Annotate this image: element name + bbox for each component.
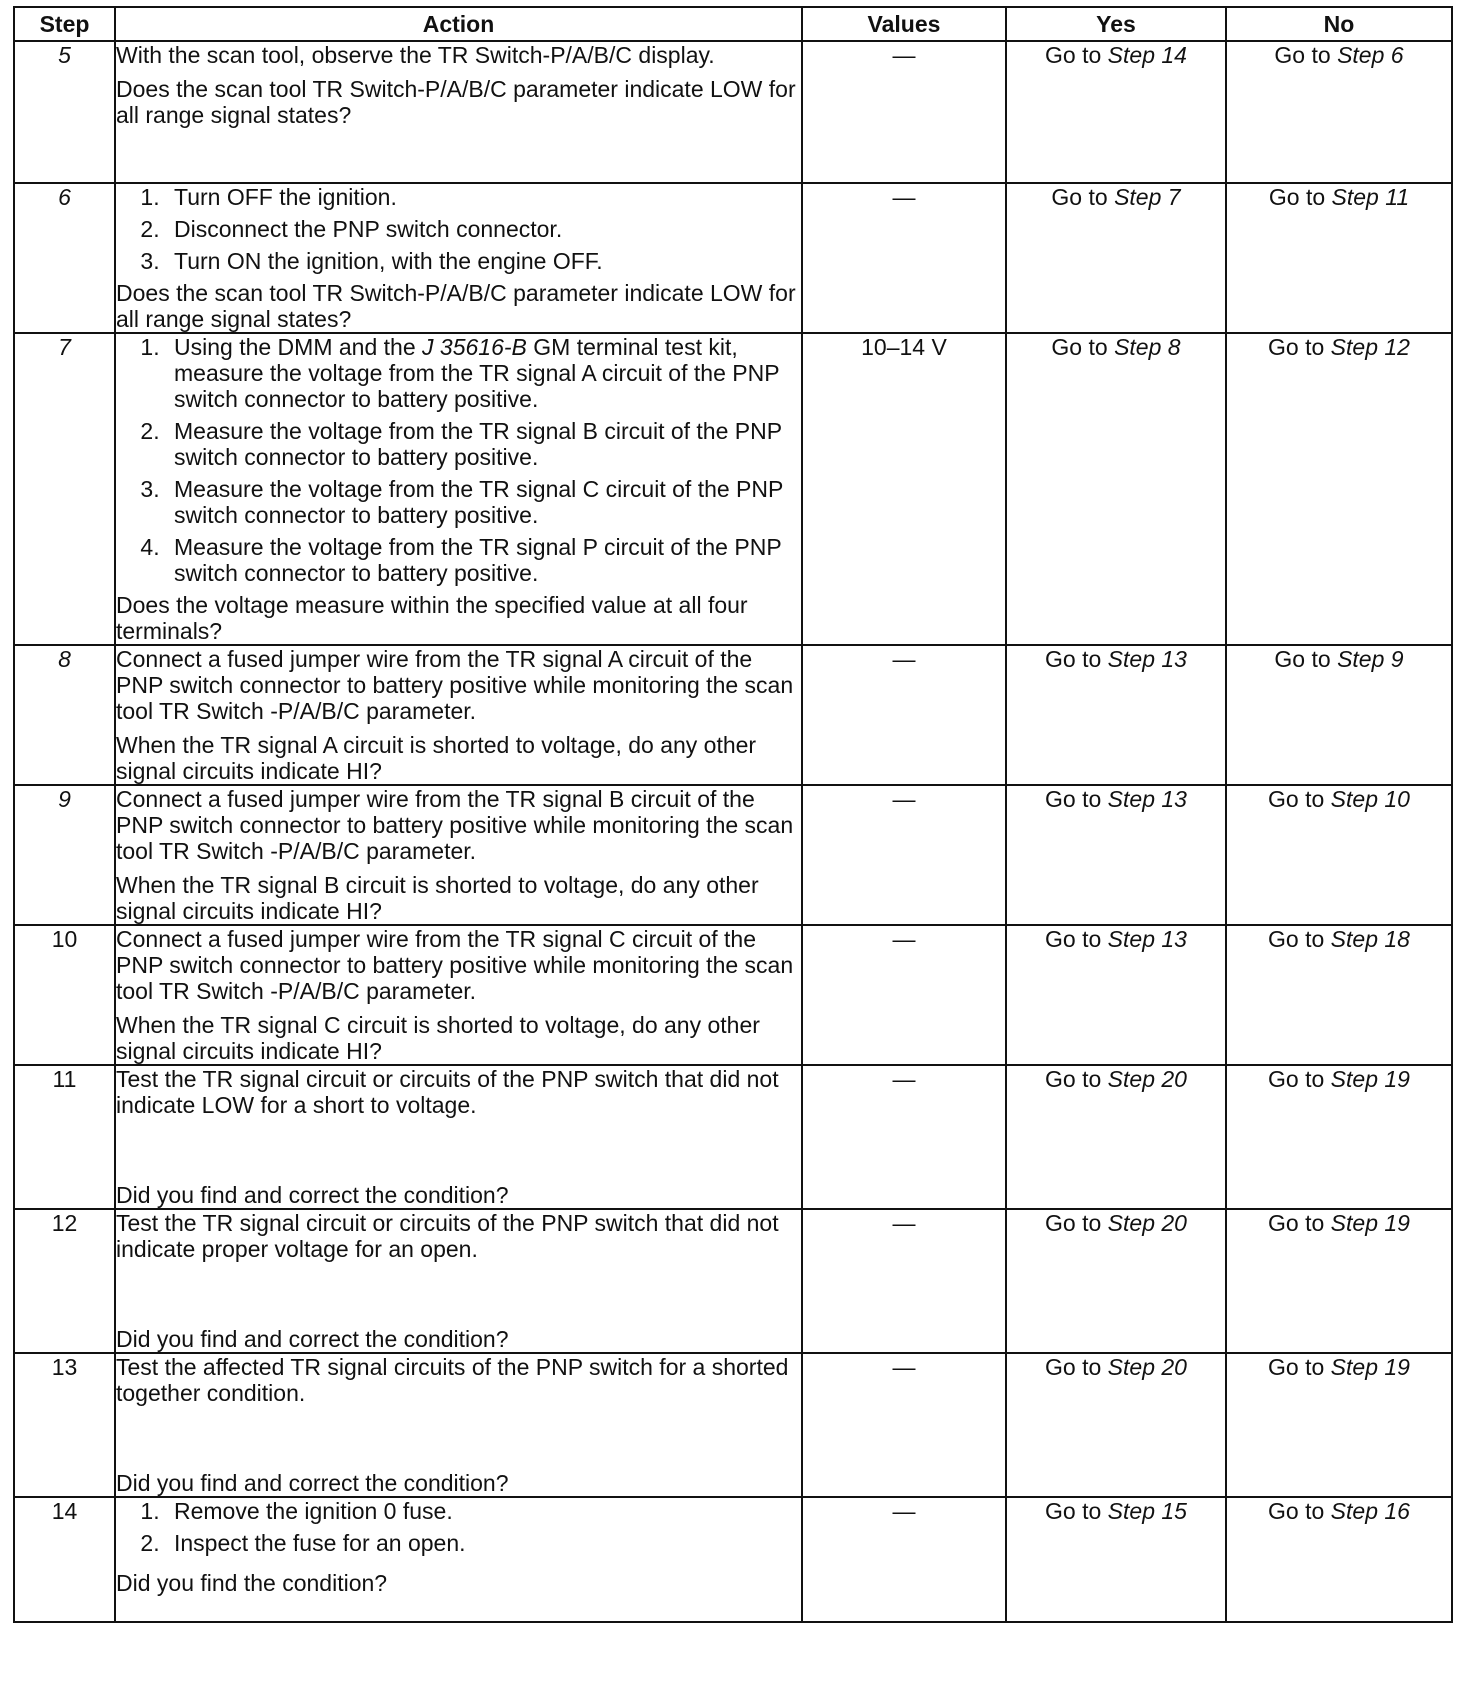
table-row — [14, 645, 1452, 785]
action-question: Did you find the condition? — [116, 1570, 388, 1596]
action-question: When the TR signal A circuit is shorted to voltage, do any other signal circuits indicate HI? — [116, 732, 757, 784]
yes-cell — [1006, 333, 1226, 645]
value-text: — — [892, 1354, 916, 1380]
action-cell — [115, 925, 802, 1065]
action-question: Did you find and correct the condition? — [116, 1470, 509, 1496]
no-cell — [1226, 1353, 1452, 1497]
action-cell — [115, 645, 802, 785]
list-item: 2. Measure the voltage from the TR signal B circuit of the PNP switch connector to battery positive. — [166, 418, 801, 470]
header-action: Action — [115, 7, 802, 41]
value-text: — — [892, 646, 916, 672]
step-number: 10 — [51, 926, 78, 952]
yes-cell — [1006, 1497, 1226, 1622]
value-text: — — [892, 184, 916, 210]
action-question: Does the voltage measure within the specified value at all four terminals? — [116, 592, 748, 644]
yes-goto-step-link[interactable]: Step 20 — [1107, 1210, 1187, 1236]
step-number: 12 — [51, 1210, 78, 1236]
value-text: — — [892, 1210, 916, 1236]
step-number: 13 — [51, 1354, 78, 1380]
step-cell — [14, 1497, 115, 1622]
values-cell — [802, 1353, 1006, 1497]
spacer — [116, 1004, 801, 1012]
values-cell — [802, 41, 1006, 183]
value-text: 10–14 V — [861, 334, 947, 360]
spacer — [116, 864, 801, 872]
step-cell — [14, 1209, 115, 1353]
yes-goto-label: Go to — [1045, 1066, 1102, 1092]
yes-goto-label: Go to — [1051, 184, 1108, 210]
no-cell — [1226, 925, 1452, 1065]
list-item-text: GM terminal test kit, measure the voltage from the TR signal A circuit of the PNP switch connector to battery positive. — [174, 334, 780, 412]
no-goto-step-link[interactable]: Step 19 — [1330, 1354, 1410, 1380]
no-goto-step-link[interactable]: Step 19 — [1330, 1210, 1410, 1236]
spacer — [116, 724, 801, 732]
no-goto-step-link[interactable]: Step 9 — [1337, 646, 1404, 672]
no-goto-label: Go to — [1268, 786, 1325, 812]
action-steps-list — [116, 1498, 801, 1556]
step-number: 14 — [51, 1498, 78, 1524]
table-row — [14, 785, 1452, 925]
yes-cell — [1006, 785, 1226, 925]
yes-cell — [1006, 1209, 1226, 1353]
header-values: Values — [802, 7, 1006, 41]
list-item: 3. Turn ON the ignition, with the engine OFF. — [166, 248, 801, 274]
table-row — [14, 1065, 1452, 1209]
spacer — [116, 1118, 801, 1126]
action-question: When the TR signal C circuit is shorted to voltage, do any other signal circuits indicate HI? — [116, 1012, 760, 1064]
action-cell — [115, 1497, 802, 1622]
action-cell — [115, 41, 802, 183]
action-steps-list — [116, 334, 801, 586]
no-cell — [1226, 333, 1452, 645]
header-step: Step — [14, 7, 115, 41]
action-cell — [115, 785, 802, 925]
no-cell — [1226, 1497, 1452, 1622]
values-cell — [802, 1209, 1006, 1353]
step-cell — [14, 333, 115, 645]
action-cell — [115, 1209, 802, 1353]
yes-goto-label: Go to — [1051, 334, 1108, 360]
no-goto-step-link[interactable]: Step 6 — [1337, 42, 1404, 68]
step-cell — [14, 1065, 115, 1209]
yes-cell — [1006, 1065, 1226, 1209]
no-cell — [1226, 1065, 1452, 1209]
header-row — [14, 7, 1452, 41]
yes-cell — [1006, 1353, 1226, 1497]
action-question: Did you find and correct the condition? — [116, 1326, 509, 1352]
action-text: Connect a fused jumper wire from the TR signal B circuit of the PNP switch connector to battery positive while monitoring the scan tool TR Switch -P/A/B/C parameter. — [116, 786, 794, 864]
action-cell — [115, 333, 802, 645]
spacer — [116, 1262, 801, 1270]
values-cell — [802, 1497, 1006, 1622]
yes-goto-label: Go to — [1045, 786, 1102, 812]
list-item: 2. Inspect the fuse for an open. — [166, 1530, 801, 1556]
step-number: 9 — [58, 786, 71, 812]
values-cell — [802, 645, 1006, 785]
no-goto-step-link[interactable]: Step 12 — [1330, 334, 1410, 360]
yes-goto-step-link[interactable]: Step 13 — [1107, 786, 1187, 812]
value-text: — — [892, 1066, 916, 1092]
no-cell — [1226, 41, 1452, 183]
no-cell — [1226, 1209, 1452, 1353]
step-cell — [14, 41, 115, 183]
yes-goto-step-link[interactable]: Step 20 — [1107, 1354, 1187, 1380]
step-number: 6 — [58, 184, 71, 210]
list-item: 1. Remove the ignition 0 fuse. — [166, 1498, 801, 1524]
yes-goto-step-link[interactable]: Step 13 — [1107, 646, 1187, 672]
values-cell — [802, 785, 1006, 925]
header-no: No — [1226, 7, 1452, 41]
step-number: 7 — [58, 334, 71, 360]
yes-cell — [1006, 183, 1226, 333]
tool-reference: J 35616-B — [422, 334, 527, 360]
values-cell — [802, 333, 1006, 645]
no-goto-step-link[interactable]: Step 10 — [1330, 786, 1410, 812]
table-row — [14, 1497, 1452, 1622]
no-goto-label: Go to — [1274, 42, 1331, 68]
no-goto-label: Go to — [1268, 1498, 1325, 1524]
action-text: Test the TR signal circuit or circuits of the PNP switch that did not indicate LOW for a short to voltage. — [116, 1066, 779, 1118]
action-text: Test the affected TR signal circuits of the PNP switch for a shorted together condition. — [116, 1354, 789, 1406]
action-question: Does the scan tool TR Switch-P/A/B/C parameter indicate LOW for all range signal states? — [116, 280, 796, 332]
no-goto-label: Go to — [1268, 1354, 1325, 1380]
table-row — [14, 183, 1452, 333]
action-cell — [115, 1065, 802, 1209]
header-yes: Yes — [1006, 7, 1226, 41]
list-item: 4. Measure the voltage from the TR signal P circuit of the PNP switch connector to battery positive. — [166, 534, 801, 586]
no-goto-label: Go to — [1268, 1066, 1325, 1092]
step-cell — [14, 785, 115, 925]
no-goto-label: Go to — [1268, 334, 1325, 360]
value-text: — — [892, 1498, 916, 1524]
values-cell — [802, 925, 1006, 1065]
value-text: — — [892, 42, 916, 68]
spacer — [116, 68, 801, 76]
value-text: — — [892, 786, 916, 812]
step-number: 5 — [58, 42, 71, 68]
table-row — [14, 333, 1452, 645]
yes-goto-step-link[interactable]: Step 14 — [1107, 42, 1187, 68]
list-item: 2. Disconnect the PNP switch connector. — [166, 216, 801, 242]
no-goto-step-link[interactable]: Step 11 — [1331, 184, 1410, 210]
no-cell — [1226, 183, 1452, 333]
yes-goto-label: Go to — [1045, 1498, 1102, 1524]
list-item: 3. Measure the voltage from the TR signal C circuit of the PNP switch connector to battery positive. — [166, 476, 801, 528]
yes-goto-step-link[interactable]: Step 8 — [1114, 334, 1181, 360]
table-row — [14, 1353, 1452, 1497]
value-text: — — [892, 926, 916, 952]
step-number: 11 — [52, 1066, 77, 1092]
yes-goto-step-link[interactable]: Step 13 — [1107, 926, 1187, 952]
no-goto-step-link[interactable]: Step 16 — [1330, 1498, 1410, 1524]
step-cell — [14, 645, 115, 785]
action-text: Connect a fused jumper wire from the TR signal C circuit of the PNP switch connector to battery positive while monitoring the scan tool TR Switch -P/A/B/C parameter. — [116, 926, 794, 1004]
yes-cell — [1006, 41, 1226, 183]
no-goto-step-link[interactable]: Step 19 — [1330, 1066, 1410, 1092]
action-text: With the scan tool, observe the TR Switch-P/A/B/C display. — [116, 42, 715, 68]
yes-goto-step-link[interactable]: Step 20 — [1107, 1066, 1187, 1092]
action-text: Test the TR signal circuit or circuits of the PNP switch that did not indicate proper voltage for an open. — [116, 1210, 779, 1262]
table-body — [14, 41, 1452, 1622]
no-cell — [1226, 645, 1452, 785]
yes-goto-label: Go to — [1045, 1210, 1102, 1236]
yes-goto-label: Go to — [1045, 646, 1102, 672]
table-row — [14, 925, 1452, 1065]
values-cell — [802, 1065, 1006, 1209]
step-cell — [14, 925, 115, 1065]
no-goto-label: Go to — [1268, 1210, 1325, 1236]
action-question: When the TR signal B circuit is shorted to voltage, do any other signal circuits indicate HI? — [116, 872, 759, 924]
list-item: 1. Turn OFF the ignition. — [166, 184, 801, 210]
yes-cell — [1006, 925, 1226, 1065]
list-item-text: Using the DMM and the — [174, 334, 416, 360]
yes-goto-step-link[interactable]: Step 7 — [1114, 184, 1181, 210]
action-question: Did you find and correct the condition? — [116, 1182, 509, 1208]
table-row — [14, 41, 1452, 183]
values-cell — [802, 183, 1006, 333]
yes-cell — [1006, 645, 1226, 785]
action-text: Connect a fused jumper wire from the TR signal A circuit of the PNP switch connector to battery positive while monitoring the scan tool TR Switch -P/A/B/C parameter. — [116, 646, 794, 724]
yes-goto-label: Go to — [1045, 42, 1102, 68]
action-steps-list — [116, 184, 801, 274]
table-row — [14, 1209, 1452, 1353]
no-goto-step-link[interactable]: Step 18 — [1330, 926, 1410, 952]
no-goto-label: Go to — [1268, 184, 1326, 210]
no-goto-label: Go to — [1268, 926, 1325, 952]
action-cell — [115, 1353, 802, 1497]
step-number: 8 — [58, 646, 71, 672]
step-cell — [14, 183, 115, 333]
no-cell — [1226, 785, 1452, 925]
yes-goto-label: Go to — [1045, 1354, 1102, 1380]
action-question: Does the scan tool TR Switch-P/A/B/C parameter indicate LOW for all range signal states? — [116, 76, 796, 128]
no-goto-label: Go to — [1274, 646, 1331, 672]
action-cell — [115, 183, 802, 333]
diagnostic-table — [13, 6, 1453, 1623]
list-item — [166, 334, 801, 412]
yes-goto-step-link[interactable]: Step 15 — [1107, 1498, 1187, 1524]
yes-goto-label: Go to — [1045, 926, 1102, 952]
step-cell — [14, 1353, 115, 1497]
spacer — [116, 1406, 801, 1414]
